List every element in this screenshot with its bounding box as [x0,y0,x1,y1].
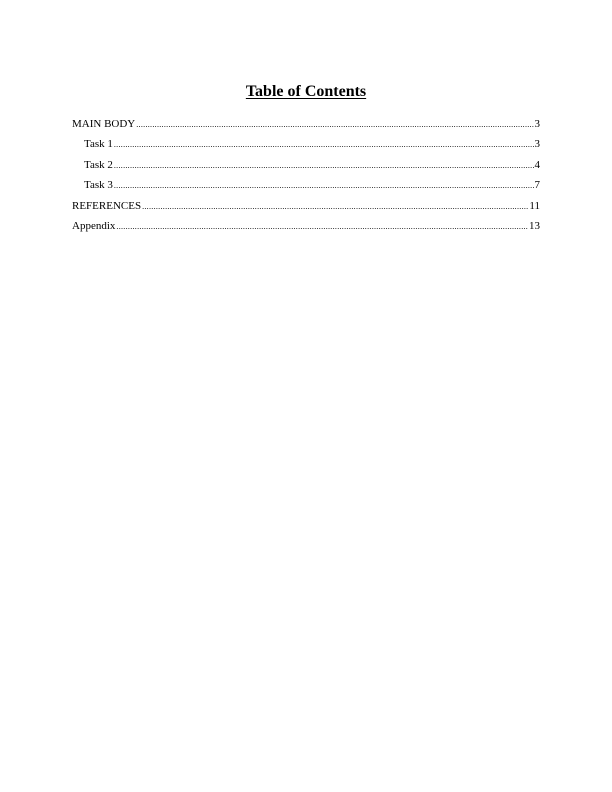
dot-leader [116,221,528,233]
toc-entry-task-2[interactable] [72,159,540,179]
toc-entry-appendix[interactable] [72,220,540,240]
toc-entry-main-body[interactable] [72,118,540,138]
dot-leader [114,180,534,192]
toc-entry-page-number: 11 [529,199,540,212]
toc-entry-page-number: 7 [534,179,540,192]
toc-entry-label: Appendix [72,219,116,232]
table-of-contents [72,118,540,240]
toc-title: Table of Contents [245,83,367,100]
toc-entry-references[interactable] [72,200,540,220]
toc-entry-page-number: 13 [529,219,540,232]
dot-leader [114,160,534,172]
toc-entry-label: Task 3 [84,179,113,192]
dot-leader [142,201,528,213]
toc-entry-task-1[interactable] [72,138,540,158]
toc-entry-page-number: 3 [534,138,540,151]
toc-entry-label: Task 1 [84,138,113,151]
toc-entry-page-number: 3 [534,118,540,130]
dot-leader [114,139,534,151]
toc-entry-label: MAIN BODY [72,118,136,130]
toc-entry-task-3[interactable] [72,179,540,199]
toc-entry-label: Task 2 [84,158,113,171]
dot-leader [136,119,533,131]
toc-entry-label: REFERENCES [72,199,142,212]
toc-entry-page-number: 4 [534,158,540,171]
